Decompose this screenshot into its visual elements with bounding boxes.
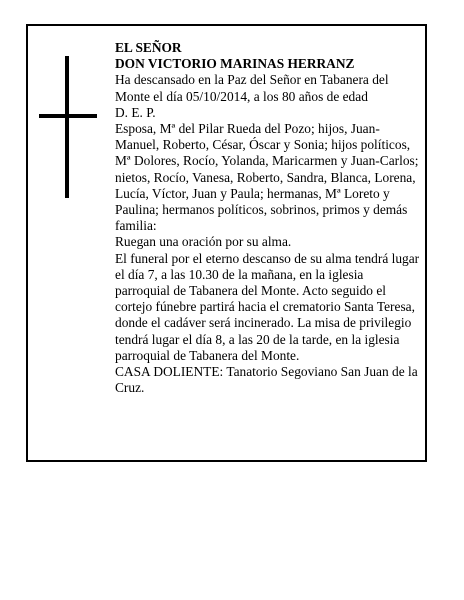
obituary-notice (26, 24, 427, 462)
deceased-name: DON VICTORIO MARINAS HERRANZ (115, 56, 355, 72)
cross-icon (39, 56, 97, 198)
title-line-1: EL SEÑOR (115, 40, 182, 55)
family-list: Esposa, Mª del Pilar Rueda del Pozo; hijos, Juan-Manuel, Roberto, César, Óscar y Sonia; hijos políticos, Mª Dolores, Rocío, Yolanda, Maricarmen y Juan-Carlos; nietos, Rocío, Vanesa, Roberto, Sandra, Blanca, Lorena, Lucía, Víctor, Juan y Paula; hermanas, Mª Loreto y Paulina; hermanos políticos, sobrinos, primos y demás familia: (115, 121, 419, 234)
mourning-house: CASA DOLIENTE: Tanatorio Segoviano San Juan de la Cruz. (115, 364, 418, 396)
prayer-text: Ruegan una oración por su alma. (115, 234, 292, 250)
dep-text: D. E. P. (115, 104, 156, 120)
cross-vertical-bar (65, 56, 69, 198)
obituary-text (115, 40, 421, 396)
announcement-text: Ha descansado en la Paz del Señor en Tabanera del Monte el día 05/10/2014, a los 80 años de edad (115, 72, 389, 104)
funeral-details: El funeral por el eterno descanso de su alma tendrá lugar el día 7, a las 10.30 de la mañana, en la iglesia parroquial de Tabanera del Monte. Acto seguido el cortejo fúnebre partirá hacia el crematorio Santa Teresa, donde el cadáver será incinerado. La misa de privilegio tendrá lugar el día 8, a las 20 de la tarde, en la iglesia parroquial de Tabanera del Monte. (115, 250, 420, 363)
cross-horizontal-bar (39, 114, 97, 118)
